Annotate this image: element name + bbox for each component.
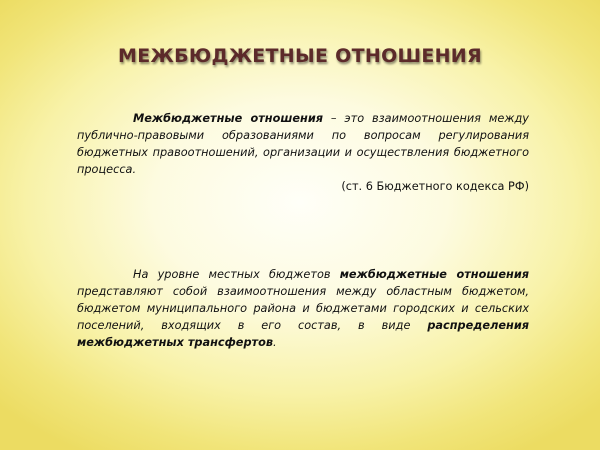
slide-title: МЕЖБЮДЖЕТНЫЕ ОТНОШЕНИЯ xyxy=(118,45,482,67)
citation: (ст. 6 Бюджетного кодекса РФ) xyxy=(341,180,529,193)
local-level-emphasis: распределения межбюджетных трансфертов xyxy=(77,319,529,349)
definition-paragraph xyxy=(77,110,529,178)
definition-term: Межбюджетные отношения xyxy=(133,112,324,125)
local-level-paragraph xyxy=(77,266,529,351)
local-level-end: . xyxy=(273,336,277,349)
definition-text: – это взаимоотношения между публично-правовыми образованиями по вопросам регулирования бюджетных правоотношений, организации и осуществления бюджетного процесса. xyxy=(77,112,529,176)
local-level-term: межбюджетные отношения xyxy=(339,268,529,281)
local-level-body: представляют собой взаимоотношения между областным бюджетом, бюджетом муниципального района и бюджетами городских и сельских поселений, входящих в его состав, в виде xyxy=(77,285,529,332)
local-level-intro: На уровне местных бюджетов xyxy=(133,268,340,281)
